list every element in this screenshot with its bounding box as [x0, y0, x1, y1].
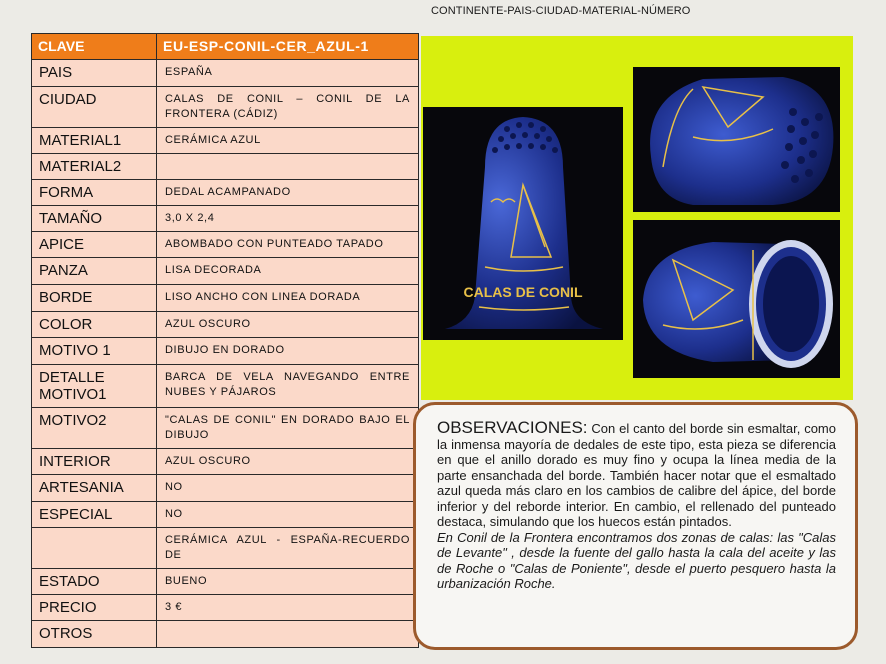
table-header-row	[32, 34, 419, 60]
row-value-cell	[157, 154, 419, 180]
header-value-cell: EU-ESP-CONIL-CER_AZUL-1	[157, 34, 419, 60]
row-key-cell: MATERIAL1	[32, 128, 157, 154]
row-value-cell	[157, 621, 419, 648]
observations-box	[413, 402, 858, 650]
row-value-cell: CERÁMICA AZUL	[157, 128, 419, 154]
row-value-cell: NO	[157, 475, 419, 502]
row-value-cell: AZUL OSCURO	[157, 312, 419, 338]
table-row	[32, 154, 419, 180]
row-value-cell: ABOMBADO CON PUNTEADO TAPADO	[157, 232, 419, 258]
observations-title: OBSERVACIONES:	[437, 418, 588, 437]
row-value-cell: CALAS DE CONIL – CONIL DE LA FRONTERA (CÁDIZ)	[157, 87, 419, 128]
table-row	[32, 475, 419, 502]
thimble-front-photo	[423, 107, 623, 340]
table-row	[32, 232, 419, 258]
row-value-cell: DEDAL ACAMPANADO	[157, 180, 419, 206]
row-key-cell: CIUDAD	[32, 87, 157, 128]
observations-paragraph-2: En Conil de la Frontera encontramos dos zonas de calas: las "Calas de Levante" , desde la fuente del gallo hasta la cala del aceite y las de Roche o "Calas de Poniente", desde el puerto pesquero hasta la urbanización Roche.	[437, 529, 836, 591]
table-row	[32, 365, 419, 408]
row-key-cell: FORMA	[32, 180, 157, 206]
thimble-top-photo	[633, 67, 840, 212]
row-key-cell: MATERIAL2	[32, 154, 157, 180]
row-key-cell: MOTIVO 1	[32, 338, 157, 365]
row-key-cell: PRECIO	[32, 595, 157, 621]
row-key-cell: ESTADO	[32, 569, 157, 595]
row-value-cell: BUENO	[157, 569, 419, 595]
header-key-cell: CLAVE	[32, 34, 157, 60]
row-value-cell: CERÁMICA AZUL - ESPAÑA-RECUERDO DE	[157, 528, 419, 569]
row-key-cell: INTERIOR	[32, 449, 157, 475]
row-value-cell: 3 €	[157, 595, 419, 621]
row-key-cell: TAMAÑO	[32, 206, 157, 232]
table-row	[32, 206, 419, 232]
row-key-cell: DETALLE MOTIVO1	[32, 365, 157, 408]
row-value-cell: LISA DECORADA	[157, 258, 419, 285]
table-row	[32, 285, 419, 312]
row-value-cell: DIBUJO EN DORADO	[157, 338, 419, 365]
row-value-cell: BARCA DE VELA NAVEGANDO ENTRE NUBES Y PÁJAROS	[157, 365, 419, 408]
table-row	[32, 449, 419, 475]
row-key-cell: COLOR	[32, 312, 157, 338]
table-row	[32, 60, 419, 87]
thimble-front-text: CALAS DE CONIL	[463, 284, 583, 300]
table-row	[32, 502, 419, 528]
table-row	[32, 595, 419, 621]
table-row	[32, 180, 419, 206]
row-key-cell: PANZA	[32, 258, 157, 285]
header-label: CONTINENTE-PAIS-CIUDAD-MATERIAL-NÚMERO	[431, 5, 691, 17]
table-row	[32, 258, 419, 285]
row-key-cell: OTROS	[32, 621, 157, 648]
spec-table	[31, 33, 419, 648]
row-key-cell: ARTESANIA	[32, 475, 157, 502]
row-value-cell: "CALAS DE CONIL" EN DORADO BAJO EL DIBUJO	[157, 408, 419, 449]
photo-panel	[421, 36, 853, 400]
table-row	[32, 569, 419, 595]
row-value-cell: AZUL OSCURO	[157, 449, 419, 475]
row-key-cell: ESPECIAL	[32, 502, 157, 528]
table-row	[32, 338, 419, 365]
row-value-cell: ESPAÑA	[157, 60, 419, 87]
row-value-cell: LISO ANCHO CON LINEA DORADA	[157, 285, 419, 312]
table-row	[32, 87, 419, 128]
row-value-cell: 3,0 X 2,4	[157, 206, 419, 232]
row-key-cell: MOTIVO2	[32, 408, 157, 449]
table-row	[32, 528, 419, 569]
row-key-cell: APICE	[32, 232, 157, 258]
table-row	[32, 408, 419, 449]
row-value-cell: NO	[157, 502, 419, 528]
table-row	[32, 621, 419, 648]
row-key-cell: PAIS	[32, 60, 157, 87]
row-key-cell: BORDE	[32, 285, 157, 312]
thimble-rim-photo	[633, 220, 840, 378]
table-row	[32, 128, 419, 154]
observations-paragraph-1: Con el canto del borde sin esmaltar, como la inmensa mayoría de dedales de este tipo, esta pieza se diferencia en que el anillo dorado es muy fino y ocupa la línea media de la parte ensanchada del borde. También hacer notar que el esmaltado azul queda más claro en los cambios de calibre del ápice, del borde inferior y del reborde interior. En cambio, el rellenado del punteado destaca, simulando que los huecos están pintados.	[437, 421, 836, 529]
table-row	[32, 312, 419, 338]
row-key-cell	[32, 528, 157, 569]
